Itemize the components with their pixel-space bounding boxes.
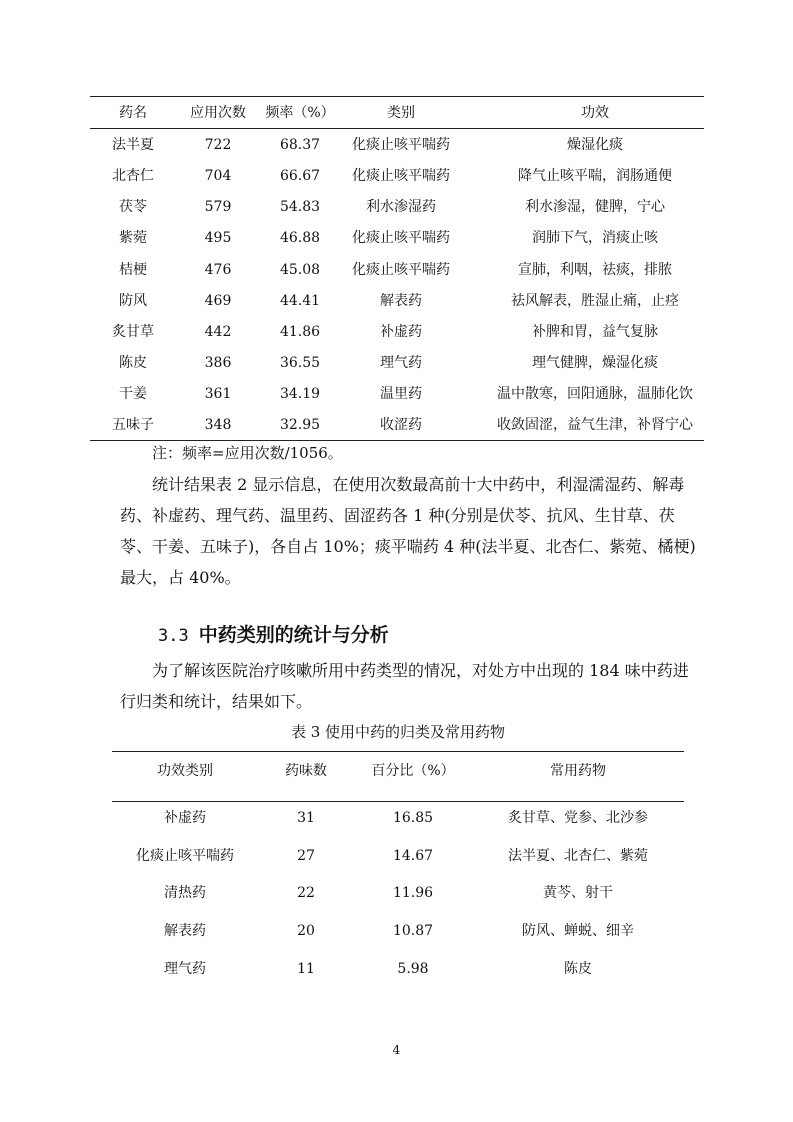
body-paragraph	[120, 469, 696, 593]
table-cell: 36.55	[279, 355, 321, 371]
table-cell: 16.85	[392, 810, 434, 826]
table-cell: 20	[297, 923, 315, 939]
table-cell: 476	[204, 262, 232, 278]
table-cell: 防风	[119, 293, 147, 309]
table-cell: 化痰止咳平喘药	[352, 137, 450, 153]
table-cell: 化痰止咳平喘药	[136, 848, 234, 864]
paragraph-line: 苓、干姜、五味子)，各自占 10%；痰平喘药 4 种(法半夏、北杏仁、紫菀、橘梗)	[120, 537, 696, 556]
table-cell: 32.95	[279, 417, 321, 433]
table-cell: 722	[204, 137, 232, 153]
table-cell: 化痰止咳平喘药	[352, 262, 450, 278]
table-cell: 495	[204, 230, 232, 246]
table-cell: 理气药	[164, 961, 206, 977]
table-header-rule	[90, 128, 704, 129]
paragraph-line: 行归类和统计，结果如下。	[120, 692, 313, 711]
page-number: 4	[392, 1043, 401, 1057]
table-top-rule	[112, 751, 684, 752]
table-cell: 化痰止咳平喘药	[352, 168, 450, 184]
table-cell: 469	[204, 293, 232, 309]
table-cell: 宣肺，利咽，祛痰，排脓	[518, 262, 672, 278]
table-cell: 解表药	[380, 293, 422, 309]
header-category: 类别	[387, 105, 415, 121]
table-cell: 27	[297, 848, 315, 864]
table-cell: 10.87	[392, 923, 434, 939]
table-cell: 11	[297, 961, 315, 977]
table-header-rule	[112, 801, 684, 802]
table-cell: 5.98	[397, 961, 429, 977]
paragraph-line: 为了解该医院治疗咳嗽所用中药类型的情况，对处方中出现的 184 味中药进	[152, 661, 689, 680]
table-cell: 干姜	[119, 386, 147, 402]
table-cell: 442	[204, 324, 232, 340]
table-cell: 法半夏	[112, 137, 154, 153]
table-cell: 31	[297, 810, 315, 826]
table-cell: 紫菀	[119, 230, 147, 246]
table-cell: 14.67	[392, 848, 434, 864]
table-note: 注：频率=应用次数/1056。	[152, 444, 343, 462]
header-usage-count: 应用次数	[190, 105, 246, 121]
table-cell: 理气药	[380, 355, 422, 371]
paragraph-line: 最大，占 40%。	[120, 568, 241, 587]
paragraph-line: 统计结果表 2 显示信息，在使用次数最高前十大中药中，利湿濡湿药、解毒	[152, 475, 685, 494]
table-cell: 化痰止咳平喘药	[352, 230, 450, 246]
table-cell: 陈皮	[119, 355, 147, 371]
table-cell: 防风、蝉蜕、细辛	[522, 923, 634, 939]
table-cell: 温中散寒，回阳通脉，温肺化饮	[497, 386, 693, 402]
table-cell: 法半夏、北杏仁、紫菀	[508, 848, 648, 864]
table-cell: 清热药	[164, 885, 206, 901]
table-top-rule	[90, 96, 704, 97]
section-title: 中药类别的统计与分析	[198, 624, 389, 646]
table-cell: 收敛固涩，益气生津，补肾宁心	[497, 417, 693, 433]
table-bottom-rule	[90, 440, 704, 441]
section-heading	[158, 622, 389, 649]
table-cell: 11.96	[392, 885, 434, 901]
table-cell: 炙甘草、党参、北沙参	[508, 810, 648, 826]
table-cell: 陈皮	[564, 961, 592, 977]
table-cell: 燥湿化痰	[567, 137, 623, 153]
table-cell: 44.41	[279, 293, 321, 309]
table-cell: 361	[204, 386, 232, 402]
table-cell: 北杏仁	[112, 168, 154, 184]
table-cell: 利水渗湿药	[366, 199, 436, 215]
table-cell: 41.86	[279, 324, 321, 340]
table-cell: 补虚药	[380, 324, 422, 340]
table-cell: 68.37	[279, 137, 321, 153]
body-paragraph	[120, 655, 690, 717]
table-cell: 54.83	[279, 199, 321, 215]
table-cell: 茯苓	[119, 199, 147, 215]
table-cell: 利水渗湿，健脾，宁心	[525, 199, 665, 215]
table-cell: 46.88	[279, 230, 321, 246]
header-efficacy: 功效	[581, 105, 609, 121]
table-cell: 386	[204, 355, 232, 371]
table-cell: 五味子	[112, 417, 154, 433]
table-cell: 理气健脾，燥湿化痰	[532, 355, 658, 371]
table-cell: 66.67	[279, 168, 321, 184]
table-cell: 补脾和胃，益气复脉	[532, 324, 658, 340]
table-cell: 704	[204, 168, 232, 184]
table-cell: 579	[204, 199, 232, 215]
table-cell: 桔梗	[119, 262, 147, 278]
header-percentage: 百分比（%）	[371, 763, 455, 779]
table-caption: 表 3 使用中药的归类及常用药物	[290, 723, 506, 741]
section-number: 3.3	[158, 626, 189, 646]
table-cell: 温里药	[380, 386, 422, 402]
table-cell: 收涩药	[380, 417, 422, 433]
table-cell: 炙甘草	[112, 324, 154, 340]
header-efficacy-category: 功效类别	[157, 763, 213, 779]
table-cell: 45.08	[279, 262, 321, 278]
table-cell: 348	[204, 417, 232, 433]
table-cell: 祛风解表，胜湿止痛，止痉	[511, 293, 679, 309]
table-cell: 补虚药	[164, 810, 206, 826]
table-cell: 黄芩、射干	[543, 885, 613, 901]
table-cell: 降气止咳平喘，润肠通便	[518, 168, 672, 184]
table-cell: 润肺下气，消痰止咳	[532, 230, 658, 246]
table-cell: 34.19	[279, 386, 321, 402]
table-cell: 22	[297, 885, 315, 901]
header-herb-name: 药名	[119, 105, 147, 121]
paragraph-line: 药、补虚药、理气药、温里药、固涩药各 1 种(分别是伏苓、抗风、生甘草、茯	[120, 506, 675, 525]
header-frequency: 频率（%）	[265, 105, 335, 121]
header-herb-count: 药味数	[285, 763, 327, 779]
header-common-herbs: 常用药物	[550, 763, 606, 779]
table-cell: 解表药	[164, 923, 206, 939]
